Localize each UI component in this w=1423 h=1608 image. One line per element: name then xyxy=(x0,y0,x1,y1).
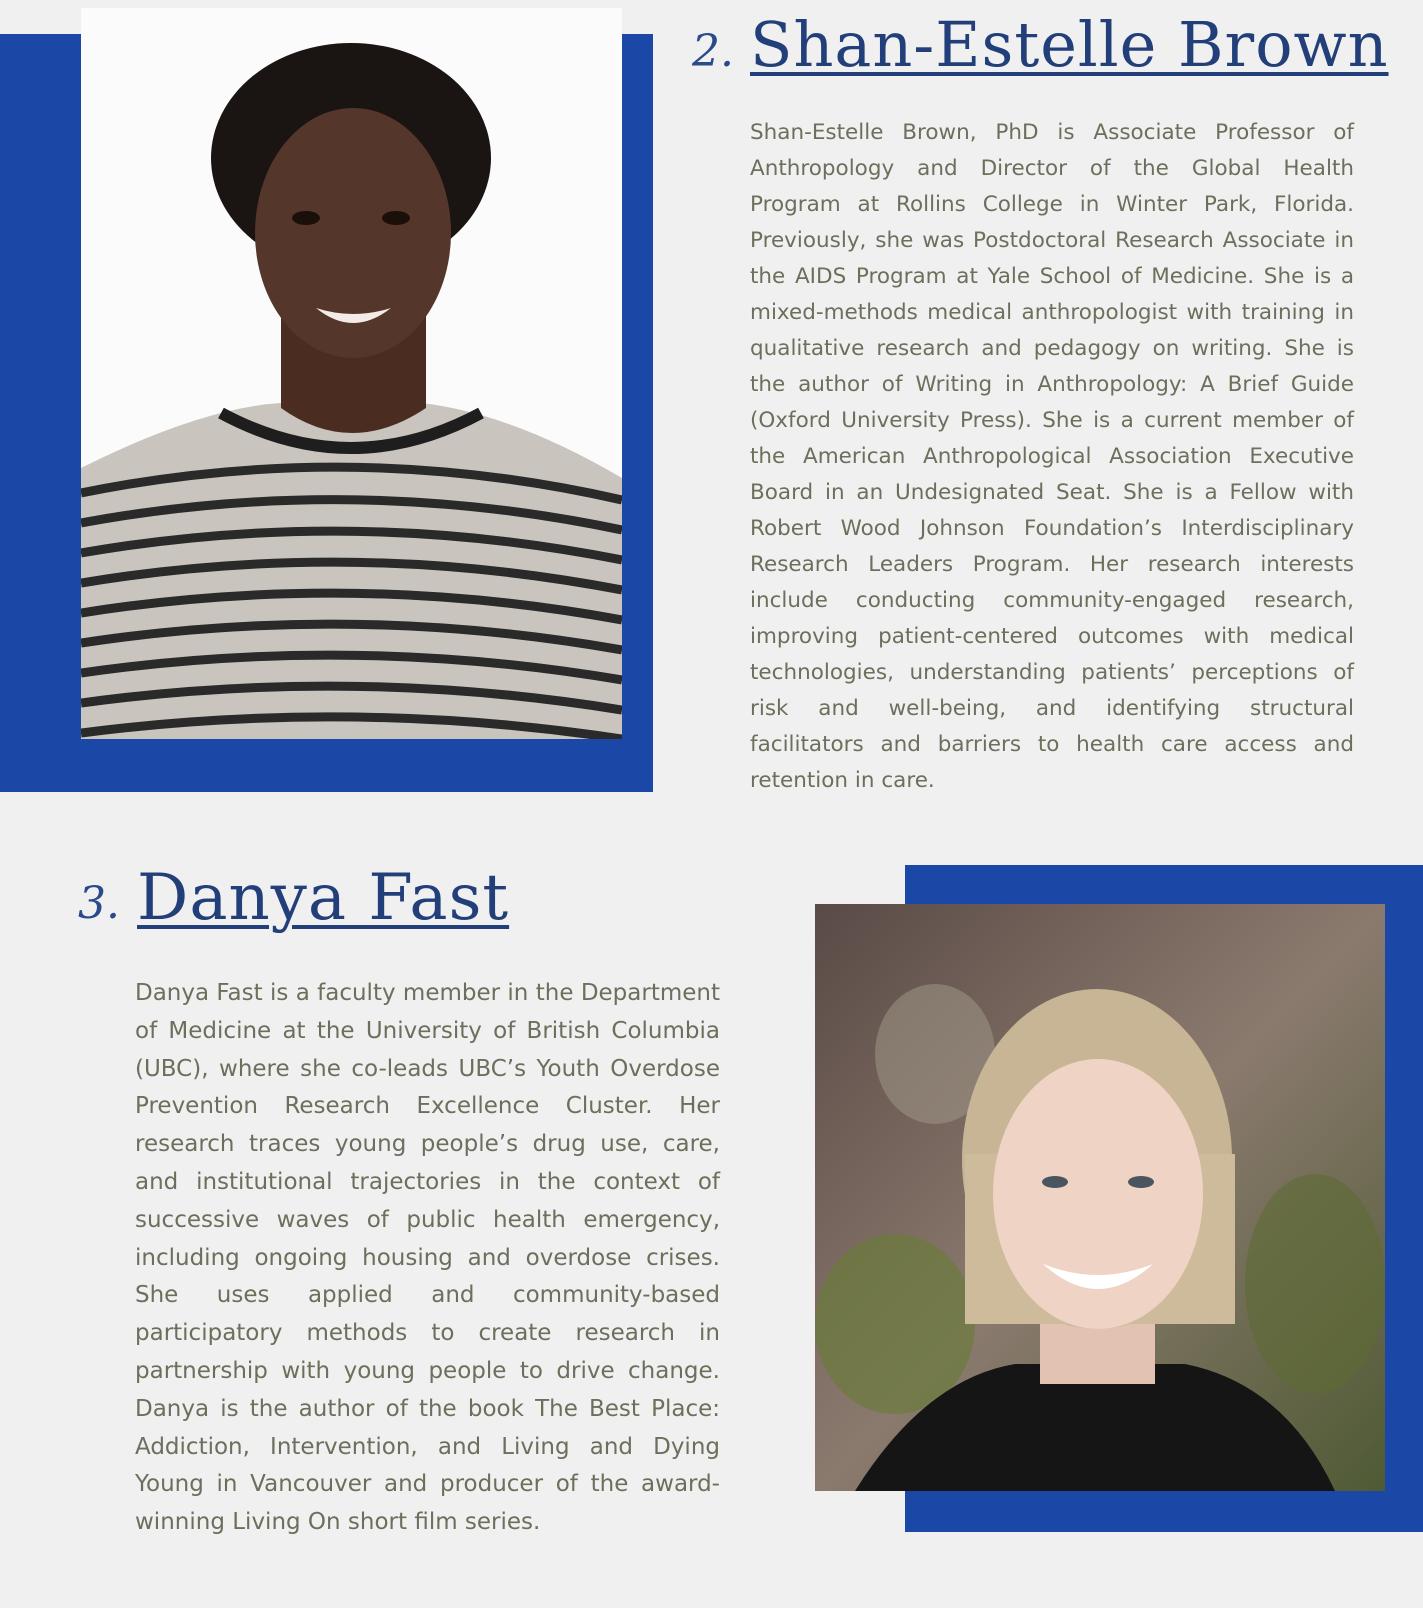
profile-bio: Shan-Estelle Brown, PhD is Associate Professor of Anthropology and Director of the Global Health Program at Rollins College in Winter Park, Florida. Previously, she was Postdoctoral Research Associate in the AIDS Program at Yale School of Medicine. She is a mixed-methods medical anthropologist with training in qualitative research and pedagogy on writing. She is the author of Writing in Anthropology: A Brief Guide (Oxford University Press). She is a current member of the American Anthropological Association Executive Board in an Undesignated Seat. She is a Fellow with Robert Wood Johnson Foundation’s Interdisciplinary Research Leaders Program. Her research interests include conducting community-engaged research, improving patient-centered outcomes with medical technologies, understanding patients’ perceptions of risk and well-being, and identifying structural facilitators and barriers to health care access and retention in care. xyxy=(750,120,1354,793)
profile-bio: Danya Fast is a faculty member in the Department of Medicine at the University of British Columbia (UBC), where she co-leads UBC’s Youth Overdose Prevention Research Excellence Cluster. Her research traces young people’s drug use, care, and institutional trajectories in the context of successive waves of public health emergency, including ongoing housing and overdose crises. She uses applied and community-based participatory methods to create research in partnership with young people to drive change. Danya is the author of the book The Best Place: Addiction, Intervention, and Living and Dying Young in Vancouver and producer of the award-winning Living On short film series. xyxy=(135,980,720,1536)
portrait-shan-estelle-brown xyxy=(81,8,622,739)
portrait-danya-fast xyxy=(815,904,1385,1491)
profile-name: Shan-Estelle Brown xyxy=(750,8,1389,81)
profile-number: 2. xyxy=(692,26,734,77)
profile-number: 3. xyxy=(78,878,120,929)
profile-name: Danya Fast xyxy=(137,861,510,935)
